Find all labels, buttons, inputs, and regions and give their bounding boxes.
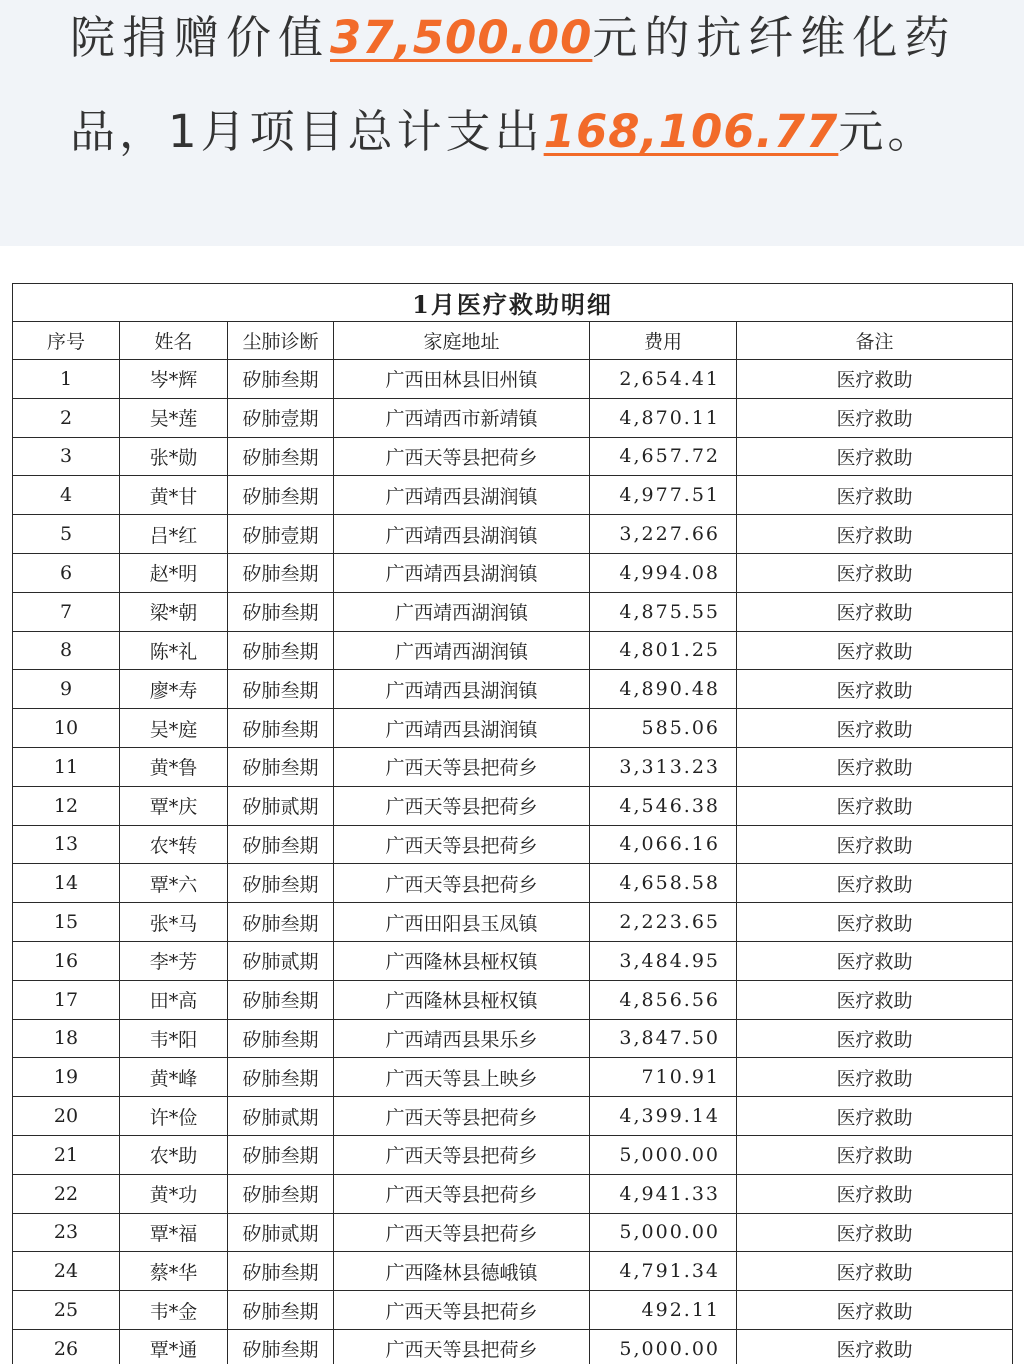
table-row — [13, 1135, 1013, 1174]
cell-fee: 2,654.41 — [590, 360, 737, 399]
cell-remark: 医疗救助 — [737, 360, 1013, 399]
cell-address: 广西靖西县果乐乡 — [334, 1019, 590, 1058]
cell-fee: 4,066.16 — [590, 825, 737, 864]
table-row — [13, 1213, 1013, 1252]
cell-address: 广西隆林县桠权镇 — [334, 980, 590, 1019]
cell-fee: 4,399.14 — [590, 1097, 737, 1136]
cell-fee: 3,313.23 — [590, 747, 737, 786]
cell-address: 广西靖西县湖润镇 — [334, 670, 590, 709]
cell-diagnosis: 矽肺叁期 — [228, 903, 334, 942]
cell-fee: 4,875.55 — [590, 592, 737, 631]
table-title: 1月医疗救助明细 — [13, 284, 1013, 322]
cell-fee: 4,994.08 — [590, 553, 737, 592]
cell-diagnosis: 矽肺壹期 — [228, 515, 334, 554]
table-row — [13, 1291, 1013, 1330]
table-row — [13, 437, 1013, 476]
table-title-row — [13, 284, 1013, 322]
cell-remark: 医疗救助 — [737, 515, 1013, 554]
cell-index: 9 — [13, 670, 120, 709]
cell-address: 广西田林县旧州镇 — [334, 360, 590, 399]
table-row — [13, 903, 1013, 942]
cell-diagnosis: 矽肺叁期 — [228, 1135, 334, 1174]
column-header-address: 家庭地址 — [334, 322, 590, 360]
cell-index: 10 — [13, 709, 120, 748]
cell-address: 广西田阳县玉凤镇 — [334, 903, 590, 942]
table-row — [13, 1019, 1013, 1058]
cell-remark: 医疗救助 — [737, 398, 1013, 437]
cell-name: 黄*功 — [120, 1174, 228, 1213]
cell-name: 吴*莲 — [120, 398, 228, 437]
cell-index: 22 — [13, 1174, 120, 1213]
cell-name: 黄*甘 — [120, 476, 228, 515]
table-row — [13, 1174, 1013, 1213]
cell-diagnosis: 矽肺叁期 — [228, 709, 334, 748]
intro-line-1-suffix: 元的抗纤维化药 — [592, 11, 957, 64]
cell-fee: 4,977.51 — [590, 476, 737, 515]
cell-index: 6 — [13, 553, 120, 592]
cell-fee: 4,658.58 — [590, 864, 737, 903]
column-header-name: 姓名 — [120, 322, 228, 360]
cell-fee: 4,657.72 — [590, 437, 737, 476]
cell-fee: 4,856.56 — [590, 980, 737, 1019]
cell-name: 陈*礼 — [120, 631, 228, 670]
cell-address: 广西天等县把荷乡 — [334, 864, 590, 903]
cell-diagnosis: 矽肺叁期 — [228, 631, 334, 670]
cell-address: 广西天等县把荷乡 — [334, 786, 590, 825]
intro-line-1-prefix: 院捐赠价值 — [70, 11, 331, 64]
cell-diagnosis: 矽肺叁期 — [228, 360, 334, 399]
intro-line-2-prefix: 品，1月项目总计支出 — [70, 105, 544, 158]
cell-diagnosis: 矽肺叁期 — [228, 1252, 334, 1291]
cell-remark: 医疗救助 — [737, 864, 1013, 903]
cell-diagnosis: 矽肺叁期 — [228, 864, 334, 903]
cell-fee: 3,484.95 — [590, 941, 737, 980]
cell-name: 岑*辉 — [120, 360, 228, 399]
intro-line-1 — [70, 8, 956, 68]
cell-diagnosis: 矽肺叁期 — [228, 1291, 334, 1330]
table-row — [13, 553, 1013, 592]
cell-name: 覃*福 — [120, 1213, 228, 1252]
table-row — [13, 670, 1013, 709]
table-row — [13, 1058, 1013, 1097]
cell-address: 广西靖西县湖润镇 — [334, 515, 590, 554]
cell-index: 5 — [13, 515, 120, 554]
table-row — [13, 786, 1013, 825]
cell-fee: 5,000.00 — [590, 1213, 737, 1252]
cell-index: 25 — [13, 1291, 120, 1330]
cell-address: 广西天等县把荷乡 — [334, 1291, 590, 1330]
cell-remark: 医疗救助 — [737, 903, 1013, 942]
table-row — [13, 631, 1013, 670]
cell-address: 广西天等县把荷乡 — [334, 1135, 590, 1174]
cell-fee: 4,546.38 — [590, 786, 737, 825]
cell-diagnosis: 矽肺贰期 — [228, 941, 334, 980]
donation-amount: 37,500.00 — [330, 11, 593, 64]
cell-index: 7 — [13, 592, 120, 631]
cell-index: 8 — [13, 631, 120, 670]
cell-address: 广西天等县把荷乡 — [334, 1213, 590, 1252]
cell-name: 韦*阳 — [120, 1019, 228, 1058]
cell-diagnosis: 矽肺壹期 — [228, 398, 334, 437]
table-row — [13, 864, 1013, 903]
table-row — [13, 825, 1013, 864]
table-row — [13, 941, 1013, 980]
cell-fee: 4,941.33 — [590, 1174, 737, 1213]
cell-diagnosis: 矽肺贰期 — [228, 1213, 334, 1252]
table-row — [13, 398, 1013, 437]
cell-remark: 医疗救助 — [737, 670, 1013, 709]
cell-diagnosis: 矽肺叁期 — [228, 437, 334, 476]
cell-remark: 医疗救助 — [737, 709, 1013, 748]
cell-name: 覃*庆 — [120, 786, 228, 825]
cell-index: 11 — [13, 747, 120, 786]
cell-name: 农*助 — [120, 1135, 228, 1174]
cell-remark: 医疗救助 — [737, 553, 1013, 592]
cell-index: 17 — [13, 980, 120, 1019]
cell-diagnosis: 矽肺叁期 — [228, 553, 334, 592]
cell-name: 廖*寿 — [120, 670, 228, 709]
cell-name: 张*勋 — [120, 437, 228, 476]
cell-index: 15 — [13, 903, 120, 942]
cell-name: 李*芳 — [120, 941, 228, 980]
cell-address: 广西天等县把荷乡 — [334, 1329, 590, 1364]
cell-name: 赵*明 — [120, 553, 228, 592]
cell-name: 田*高 — [120, 980, 228, 1019]
cell-index: 26 — [13, 1329, 120, 1364]
cell-diagnosis: 矽肺叁期 — [228, 1058, 334, 1097]
cell-name: 农*转 — [120, 825, 228, 864]
cell-fee: 4,870.11 — [590, 398, 737, 437]
cell-name: 覃*六 — [120, 864, 228, 903]
cell-remark: 医疗救助 — [737, 1135, 1013, 1174]
cell-fee: 710.91 — [590, 1058, 737, 1097]
cell-remark: 医疗救助 — [737, 747, 1013, 786]
cell-diagnosis: 矽肺叁期 — [228, 980, 334, 1019]
medical-aid-table — [12, 283, 1013, 1364]
cell-index: 14 — [13, 864, 120, 903]
cell-index: 20 — [13, 1097, 120, 1136]
cell-diagnosis: 矽肺贰期 — [228, 1097, 334, 1136]
cell-diagnosis: 矽肺叁期 — [228, 592, 334, 631]
table-row — [13, 515, 1013, 554]
cell-address: 广西靖西湖润镇 — [334, 631, 590, 670]
table-row — [13, 747, 1013, 786]
cell-remark: 医疗救助 — [737, 1174, 1013, 1213]
cell-index: 12 — [13, 786, 120, 825]
cell-name: 张*马 — [120, 903, 228, 942]
cell-name: 许*俭 — [120, 1097, 228, 1136]
cell-address: 广西天等县上映乡 — [334, 1058, 590, 1097]
table-row — [13, 1097, 1013, 1136]
cell-diagnosis: 矽肺叁期 — [228, 1329, 334, 1364]
cell-address: 广西天等县把荷乡 — [334, 747, 590, 786]
cell-remark: 医疗救助 — [737, 1291, 1013, 1330]
cell-address: 广西靖西湖润镇 — [334, 592, 590, 631]
cell-name: 黄*峰 — [120, 1058, 228, 1097]
table-row — [13, 476, 1013, 515]
cell-remark: 医疗救助 — [737, 1058, 1013, 1097]
cell-remark: 医疗救助 — [737, 980, 1013, 1019]
cell-address: 广西靖西县湖润镇 — [334, 476, 590, 515]
table-row — [13, 1329, 1013, 1364]
cell-fee: 5,000.00 — [590, 1135, 737, 1174]
cell-fee: 4,890.48 — [590, 670, 737, 709]
cell-diagnosis: 矽肺叁期 — [228, 747, 334, 786]
cell-index: 24 — [13, 1252, 120, 1291]
cell-remark: 医疗救助 — [737, 825, 1013, 864]
table-row — [13, 1252, 1013, 1291]
cell-name: 黄*鲁 — [120, 747, 228, 786]
cell-remark: 医疗救助 — [737, 592, 1013, 631]
cell-name: 梁*朝 — [120, 592, 228, 631]
cell-remark: 医疗救助 — [737, 437, 1013, 476]
cell-index: 16 — [13, 941, 120, 980]
cell-index: 19 — [13, 1058, 120, 1097]
cell-index: 4 — [13, 476, 120, 515]
cell-address: 广西隆林县桠权镇 — [334, 941, 590, 980]
table-header-row — [13, 322, 1013, 360]
cell-name: 覃*通 — [120, 1329, 228, 1364]
cell-name: 吴*庭 — [120, 709, 228, 748]
cell-address: 广西靖西市新靖镇 — [334, 398, 590, 437]
table-row — [13, 980, 1013, 1019]
intro-banner — [0, 0, 1024, 246]
cell-remark: 医疗救助 — [737, 1097, 1013, 1136]
table-row — [13, 360, 1013, 399]
total-expense-amount: 168,106.77 — [543, 105, 839, 158]
cell-index: 2 — [13, 398, 120, 437]
cell-index: 23 — [13, 1213, 120, 1252]
cell-fee: 2,223.65 — [590, 903, 737, 942]
cell-fee: 3,227.66 — [590, 515, 737, 554]
cell-index: 3 — [13, 437, 120, 476]
cell-remark: 医疗救助 — [737, 1019, 1013, 1058]
intro-line-2-suffix: 元。 — [838, 105, 937, 158]
column-header-fee: 费用 — [590, 322, 737, 360]
table-row — [13, 592, 1013, 631]
cell-fee: 4,791.34 — [590, 1252, 737, 1291]
cell-remark: 医疗救助 — [737, 786, 1013, 825]
cell-diagnosis: 矽肺叁期 — [228, 476, 334, 515]
cell-address: 广西靖西县湖润镇 — [334, 709, 590, 748]
cell-index: 13 — [13, 825, 120, 864]
cell-diagnosis: 矽肺叁期 — [228, 825, 334, 864]
column-header-diagnosis: 尘肺诊断 — [228, 322, 334, 360]
cell-index: 21 — [13, 1135, 120, 1174]
table-row — [13, 709, 1013, 748]
cell-remark: 医疗救助 — [737, 631, 1013, 670]
cell-fee: 585.06 — [590, 709, 737, 748]
cell-diagnosis: 矽肺叁期 — [228, 670, 334, 709]
cell-address: 广西天等县把荷乡 — [334, 1097, 590, 1136]
cell-name: 蔡*华 — [120, 1252, 228, 1291]
intro-line-2 — [70, 102, 936, 162]
cell-fee: 5,000.00 — [590, 1329, 737, 1364]
cell-diagnosis: 矽肺叁期 — [228, 1019, 334, 1058]
cell-name: 吕*红 — [120, 515, 228, 554]
cell-remark: 医疗救助 — [737, 1213, 1013, 1252]
cell-index: 1 — [13, 360, 120, 399]
cell-address: 广西隆林县德峨镇 — [334, 1252, 590, 1291]
cell-fee: 3,847.50 — [590, 1019, 737, 1058]
cell-fee: 492.11 — [590, 1291, 737, 1330]
cell-diagnosis: 矽肺叁期 — [228, 1174, 334, 1213]
cell-diagnosis: 矽肺贰期 — [228, 786, 334, 825]
cell-remark: 医疗救助 — [737, 1329, 1013, 1364]
column-header-index: 序号 — [13, 322, 120, 360]
cell-remark: 医疗救助 — [737, 941, 1013, 980]
cell-fee: 4,801.25 — [590, 631, 737, 670]
cell-name: 韦*金 — [120, 1291, 228, 1330]
cell-remark: 医疗救助 — [737, 1252, 1013, 1291]
cell-address: 广西天等县把荷乡 — [334, 1174, 590, 1213]
cell-remark: 医疗救助 — [737, 476, 1013, 515]
cell-address: 广西天等县把荷乡 — [334, 437, 590, 476]
column-header-remark: 备注 — [737, 322, 1013, 360]
cell-address: 广西靖西县湖润镇 — [334, 553, 590, 592]
cell-address: 广西天等县把荷乡 — [334, 825, 590, 864]
table-body — [13, 360, 1013, 1364]
cell-index: 18 — [13, 1019, 120, 1058]
